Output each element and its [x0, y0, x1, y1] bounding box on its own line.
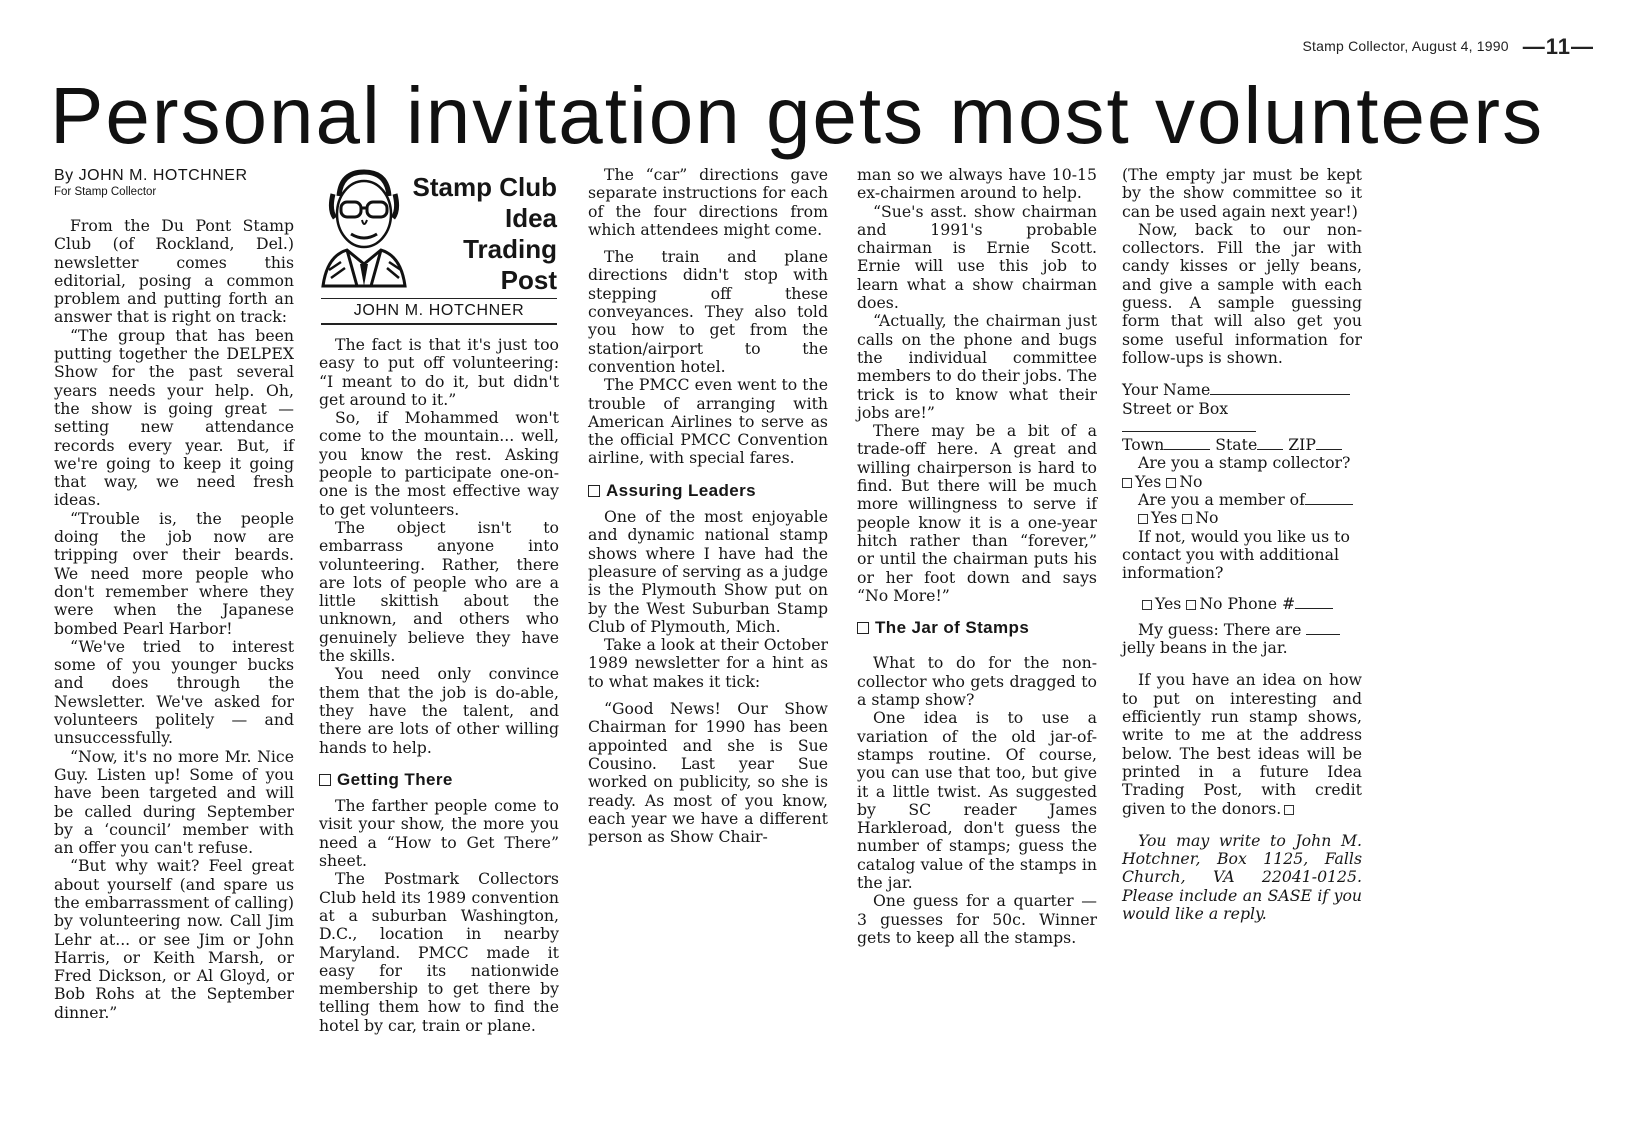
paragraph: “Now, it's no more Mr. Nice Guy. Listen up! Some of you have been targeted and will be called during September by a ‘council’ member with an offer you can't refuse.	[54, 746, 294, 858]
author-portrait-icon	[319, 166, 409, 291]
paragraph: “We've tried to interest some of you younger bucks and does through the Newsletter. We've asked for volunteers politely — and unsuccessfully.	[54, 636, 294, 748]
paragraph: You need only convince them that the job is do-able, they have the talent, and there are lots of other willing hands to help.	[319, 664, 559, 757]
checkbox-bullet-icon	[588, 485, 600, 497]
paragraph: One idea is to use a variation of the old jar-of-stamps routine. Of course, you can use that too, but give it a little twist. As suggested by SC reader James Harkleroad, don't guess the number of stamps; guess the catalog value of the stamps in the jar.	[857, 708, 1097, 892]
paragraph: One of the most enjoyable and dynamic national stamp shows where I have had the pleasure of serving as a judge is the Plymouth Show put on by the West Suburban Stamp Club of Plymouth, Mich.	[588, 507, 828, 636]
subhead-getting-there	[319, 771, 559, 789]
paragraph: “But why wait? Feel great about yourself (and spare us the embarrassment of calling) by volunteering now. Call Jim Lehr at... or see Jim or John Harris, or Keith Marsh, or Fred Dickson, or Al Gloyd, or Bob Rohs at the September dinner.”	[54, 856, 294, 1022]
paragraph: Take a look at their October 1989 newsletter for a hint as to what makes it tick:	[588, 635, 828, 691]
checkbox-bullet-icon	[857, 622, 869, 634]
byline: By JOHN M. HOTCHNER	[54, 167, 248, 184]
column-author: JOHN M. HOTCHNER	[321, 298, 557, 325]
checkbox-icon	[1166, 478, 1176, 488]
paragraph: The object isn't to embarrass anyone into volunteering. Rather, there are lots of people who are a little skittish about the unknown, and others who genuinely believe they have the skills.	[319, 517, 559, 666]
form-option: Yes	[1155, 593, 1182, 613]
column-title-line: Stamp Club	[412, 172, 557, 202]
form-guess-text: My guess: There are	[1138, 619, 1302, 639]
form-address-row	[1122, 436, 1362, 454]
masthead	[1303, 34, 1594, 60]
form-street-row	[1122, 400, 1362, 437]
column-1	[54, 166, 294, 1022]
paragraph: “Good News! Our Show Chairman for 1990 has been appointed and she is Sue Cousino. Last year Sue worked on publicity, so she is ready. As most of you know, each year we have a different person as Show Chair-	[588, 699, 828, 847]
byline-affiliation: For Stamp Collector	[54, 186, 157, 198]
form-label: Street or Box	[1122, 398, 1229, 418]
paragraph: “The group that has been putting together the DELPEX Show for the past several years needs your help. Oh, the show is going great — setting new attendance records every year. But, if we're going to keep it going that way, we need fresh ideas.	[54, 325, 294, 510]
column-3	[588, 166, 828, 846]
checkbox-bullet-icon	[319, 774, 331, 786]
form-label: State	[1215, 435, 1258, 455]
form-option: No	[1195, 508, 1219, 528]
page-number: —11—	[1522, 34, 1594, 59]
form-option: Yes	[1135, 471, 1162, 491]
form-option: No Phone #	[1199, 593, 1296, 613]
paragraph: “Actually, the chairman just calls on the phone and bugs the individual committee members to do their jobs. The trick is to know what their jobs are!”	[857, 311, 1097, 422]
column-2	[319, 166, 559, 1035]
form-guess	[1122, 621, 1362, 658]
form-blank	[1316, 438, 1342, 450]
paragraph: The train and plane directions didn't stop with stepping off these conveyances. They also told you how to get from the station/airport to the convention hotel.	[588, 247, 828, 376]
paragraph: The fact is that it's just too easy to put off volunteering: “I meant to do it, but didn't get around to it.”	[319, 335, 559, 409]
form-member-row	[1122, 491, 1362, 509]
column-logo	[319, 166, 559, 336]
form-yes-no-row	[1122, 509, 1362, 527]
headline: Personal invitation gets most volunteers	[50, 71, 1545, 160]
paragraph	[1122, 671, 1362, 817]
subhead-assuring-leaders	[588, 482, 828, 500]
column-title-line: Idea	[504, 203, 557, 233]
column-title-line: Trading	[463, 234, 557, 264]
form-question: If not, would you like us to contact you with additional information?	[1122, 526, 1350, 583]
column-title-line: Post	[500, 265, 557, 295]
subhead-text: Assuring Leaders	[606, 480, 757, 500]
form-label: Town	[1122, 435, 1165, 455]
form-blank	[1306, 623, 1340, 635]
checkbox-icon	[1186, 600, 1196, 610]
paragraph: One guess for a quarter — 3 guesses for 50c. Winner gets to keep all the stamps.	[857, 891, 1097, 947]
paragraph: The PMCC even went to the trouble of arranging with American Airlines to serve as the official PMCC Convention airline, with special fares.	[588, 375, 828, 468]
column-4	[857, 166, 1097, 947]
sample-guess-form	[1122, 381, 1362, 657]
form-yes-no-row	[1122, 473, 1362, 491]
paragraph: There may be a bit of a trade-off here. A great and willing chairperson is hard to find. But there will be much more willingness to serve if people know it is a one-year hitch rather than “forever,” or until the chairman puts his or her foot down and says “No More!”	[857, 421, 1097, 605]
checkbox-icon	[1182, 514, 1192, 524]
column-5	[1122, 166, 1362, 923]
form-label: ZIP	[1288, 435, 1316, 455]
paragraph: What to do for the non-collector who gets dragged to a stamp show?	[857, 653, 1097, 710]
end-mark-icon	[1284, 805, 1294, 815]
column-title	[413, 172, 557, 296]
form-name-row	[1122, 381, 1362, 399]
paragraph: man so we always have 10-15 ex-chairmen around to help.	[857, 165, 1097, 203]
paragraph: The farther people come to visit your show, the more you need a “How to Get There” sheet.	[319, 796, 559, 871]
checkbox-icon	[1122, 478, 1132, 488]
form-blank	[1210, 383, 1350, 395]
paragraph: So, if Mohammed won't come to the mountain... well, you know the rest. Asking people to participate one-on-one is the most effective way to get volunteers.	[319, 408, 559, 519]
paragraph: “Trouble is, the people doing the job now are tripping over their beards. We need more people who don't remember where they were when the Japanese bombed Pearl Harbor!	[54, 508, 294, 638]
form-blank	[1257, 438, 1283, 450]
form-question: Are you a member of	[1138, 490, 1305, 510]
form-label: Your Name	[1122, 380, 1211, 400]
checkbox-icon	[1142, 600, 1152, 610]
form-phone-row	[1122, 595, 1362, 613]
checkbox-icon	[1138, 514, 1148, 524]
form-blank	[1122, 420, 1256, 432]
paragraph-text: If you have an idea on how to put on interesting and efficiently run stamp shows, write to me at the address below. The best ideas will be printed in a future Idea Trading Post, with credit given to the donors.	[1122, 670, 1362, 818]
form-blank	[1164, 438, 1210, 450]
closing-note: You may write to John M. Hotchner, Box 1125, Falls Church, VA 22041-0125. Please include an SASE if you would like a reply.	[1122, 830, 1362, 923]
form-question: Are you a stamp collector?	[1138, 453, 1351, 473]
form-option: No	[1179, 471, 1203, 491]
form-guess-text: jelly beans in the jar.	[1122, 638, 1288, 658]
form-blank	[1305, 493, 1353, 505]
form-option: Yes	[1151, 508, 1178, 528]
subhead-jar-of-stamps	[857, 619, 1097, 637]
paragraph: “Sue's asst. show chairman and 1991's probable chairman is Ernie Scott. Ernie will use this job to learn what a show chairman does.	[857, 201, 1097, 313]
paragraph: The Postmark Collectors Club held its 1989 convention at a suburban Washington, D.C., location in nearby Maryland. PMCC made it easy for its nationwide membership to get there by telling them how to find the hotel by car, train or plane.	[319, 869, 559, 1035]
subhead-text: Getting There	[337, 769, 453, 789]
subhead-text: The Jar of Stamps	[875, 618, 1030, 638]
paragraph: From the Du Pont Stamp Club (of Rockland, Del.) newsletter comes this editorial, posing a common problem and putting forth an answer that is right on track:	[54, 216, 294, 327]
paragraph: (The empty jar must be kept by the show committee so it can be used again next year!)	[1122, 165, 1362, 221]
paragraph: The “car” directions gave separate instructions for each of the four directions from which attendees might come.	[588, 165, 828, 239]
form-blank	[1295, 597, 1333, 609]
paragraph: Now, back to our non-collectors. Fill the jar with candy kisses or jelly beans, and give a sample with each guess. A sample guessing form that will also get you some useful information for follow-ups is shown.	[1122, 219, 1362, 367]
publication-date: Stamp Collector, August 4, 1990	[1302, 38, 1509, 54]
